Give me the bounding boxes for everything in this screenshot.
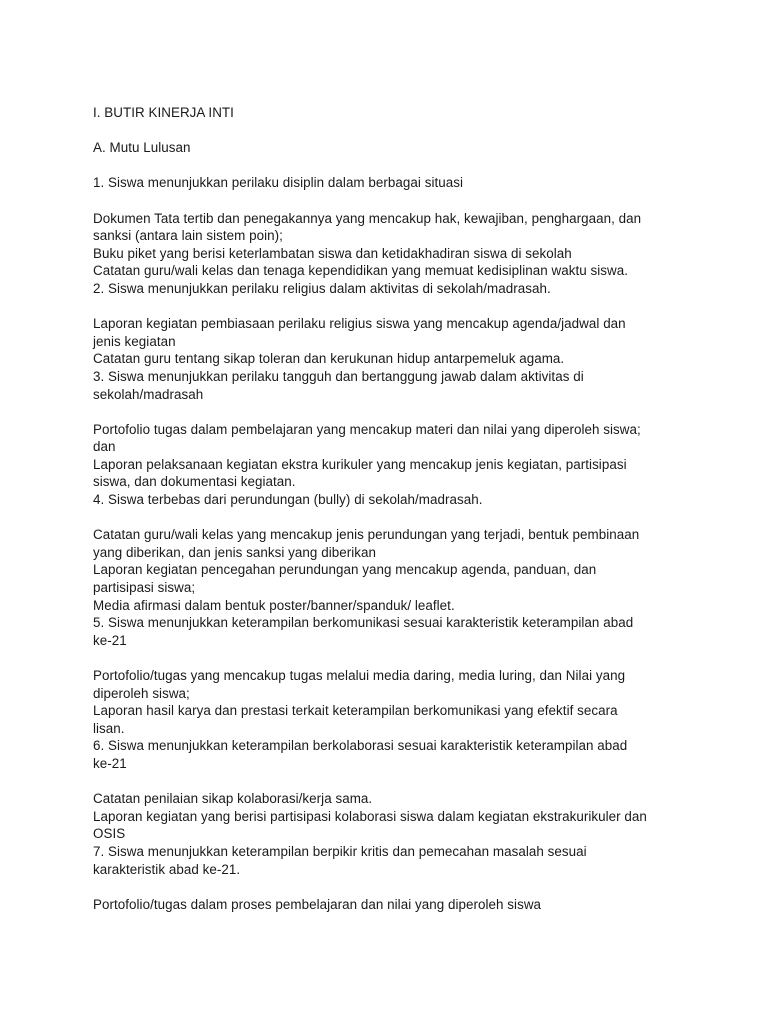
text-line: Portofolio tugas dalam pembelajaran yang mencakup materi dan nilai yang diperoleh siswa; <box>93 421 641 437</box>
text-line: dan <box>93 439 116 455</box>
blank-line <box>93 773 693 791</box>
text-line: Laporan pelaksanaan kegiatan ekstra kurikuler yang mencakup jenis kegiatan, partisipasi <box>93 456 627 472</box>
text-line: sanksi (antara lain sistem poin); <box>93 228 283 244</box>
text-line: Laporan kegiatan pencegahan perundungan yang mencakup agenda, panduan, dan <box>93 562 597 578</box>
text-line: Catatan guru/wali kelas dan tenaga kependidikan yang memuat kedisiplinan waktu siswa. <box>93 263 628 279</box>
text-line: Portofolio/tugas dalam proses pembelajaran dan nilai yang diperoleh siswa <box>93 896 542 912</box>
text-line: OSIS <box>93 826 126 842</box>
text-line: Catatan penilaian sikap kolaborasi/kerja sama. <box>93 791 373 807</box>
numbered-criterion: 6. Siswa menunjukkan keterampilan berkolaborasi sesuai karakteristik keterampilan abad <box>93 738 628 754</box>
section-heading: I. BUTIR KINERJA INTI <box>93 105 234 120</box>
text-line: Catatan guru/wali kelas yang mencakup jenis perundungan yang terjadi, bentuk pembinaan <box>93 527 640 543</box>
text-line: Dokumen Tata tertib dan penegakannya yang mencakup hak, kewajiban, penghargaan, dan <box>93 210 642 226</box>
text-line: partisipasi siswa; <box>93 580 196 596</box>
text-line: Buku piket yang berisi keterlambatan siswa dan ketidakhadiran siswa di sekolah <box>93 245 572 261</box>
subsection-heading: A. Mutu Lulusan <box>93 140 191 156</box>
text-line: Laporan kegiatan yang berisi partisipasi kolaborasi siswa dalam kegiatan ekstrakurikuler dan <box>93 808 647 824</box>
text-line: Laporan hasil karya dan prestasi terkait keterampilan berkomunikasi yang efektif secara <box>93 703 618 719</box>
text-line: lisan. <box>93 720 125 736</box>
blank-line <box>93 157 693 175</box>
blank-line <box>93 509 693 527</box>
numbered-criterion: 1. Siswa menunjukkan perilaku disiplin dalam berbagai situasi <box>93 175 464 191</box>
text-line: yang diberikan, dan jenis sanksi yang diberikan <box>93 544 376 560</box>
text-line: sekolah/madrasah <box>93 386 204 402</box>
blank-line <box>93 649 693 667</box>
text-line: Media afirmasi dalam bentuk poster/banner/spanduk/ leaflet. <box>93 597 455 613</box>
numbered-criterion: 2. Siswa menunjukkan perilaku religius dalam aktivitas di sekolah/madrasah. <box>93 280 551 296</box>
text-line: diperoleh siswa; <box>93 685 190 701</box>
blank-line <box>93 192 693 210</box>
numbered-criterion: 3. Siswa menunjukkan perilaku tangguh dan bertanggung jawab dalam aktivitas di <box>93 368 584 384</box>
blank-line <box>93 403 693 421</box>
blank-line <box>93 298 693 316</box>
text-line: ke-21 <box>93 755 127 771</box>
document-body <box>93 104 693 913</box>
numbered-criterion: 4. Siswa terbebas dari perundungan (bully) di sekolah/madrasah. <box>93 492 483 508</box>
text-line: Laporan kegiatan pembiasaan perilaku religius siswa yang mencakup agenda/jadwal dan <box>93 316 626 332</box>
text-line: siswa, dan dokumentasi kegiatan. <box>93 474 296 490</box>
text-line: ke-21 <box>93 632 127 648</box>
numbered-criterion: 7. Siswa menunjukkan keterampilan berpikir kritis dan pemecahan masalah sesuai <box>93 843 587 859</box>
text-line: Catatan guru tentang sikap toleran dan kerukunan hidup antarpemeluk agama. <box>93 351 565 367</box>
blank-line <box>93 122 693 140</box>
numbered-criterion: 5. Siswa menunjukkan keterampilan berkomunikasi sesuai karakteristik keterampilan abad <box>93 615 634 631</box>
text-line: jenis kegiatan <box>93 333 176 349</box>
blank-line <box>93 878 693 896</box>
text-line: Portofolio/tugas yang mencakup tugas melalui media daring, media luring, dan Nilai yang <box>93 668 626 683</box>
text-line: karakteristik abad ke-21. <box>93 861 241 877</box>
